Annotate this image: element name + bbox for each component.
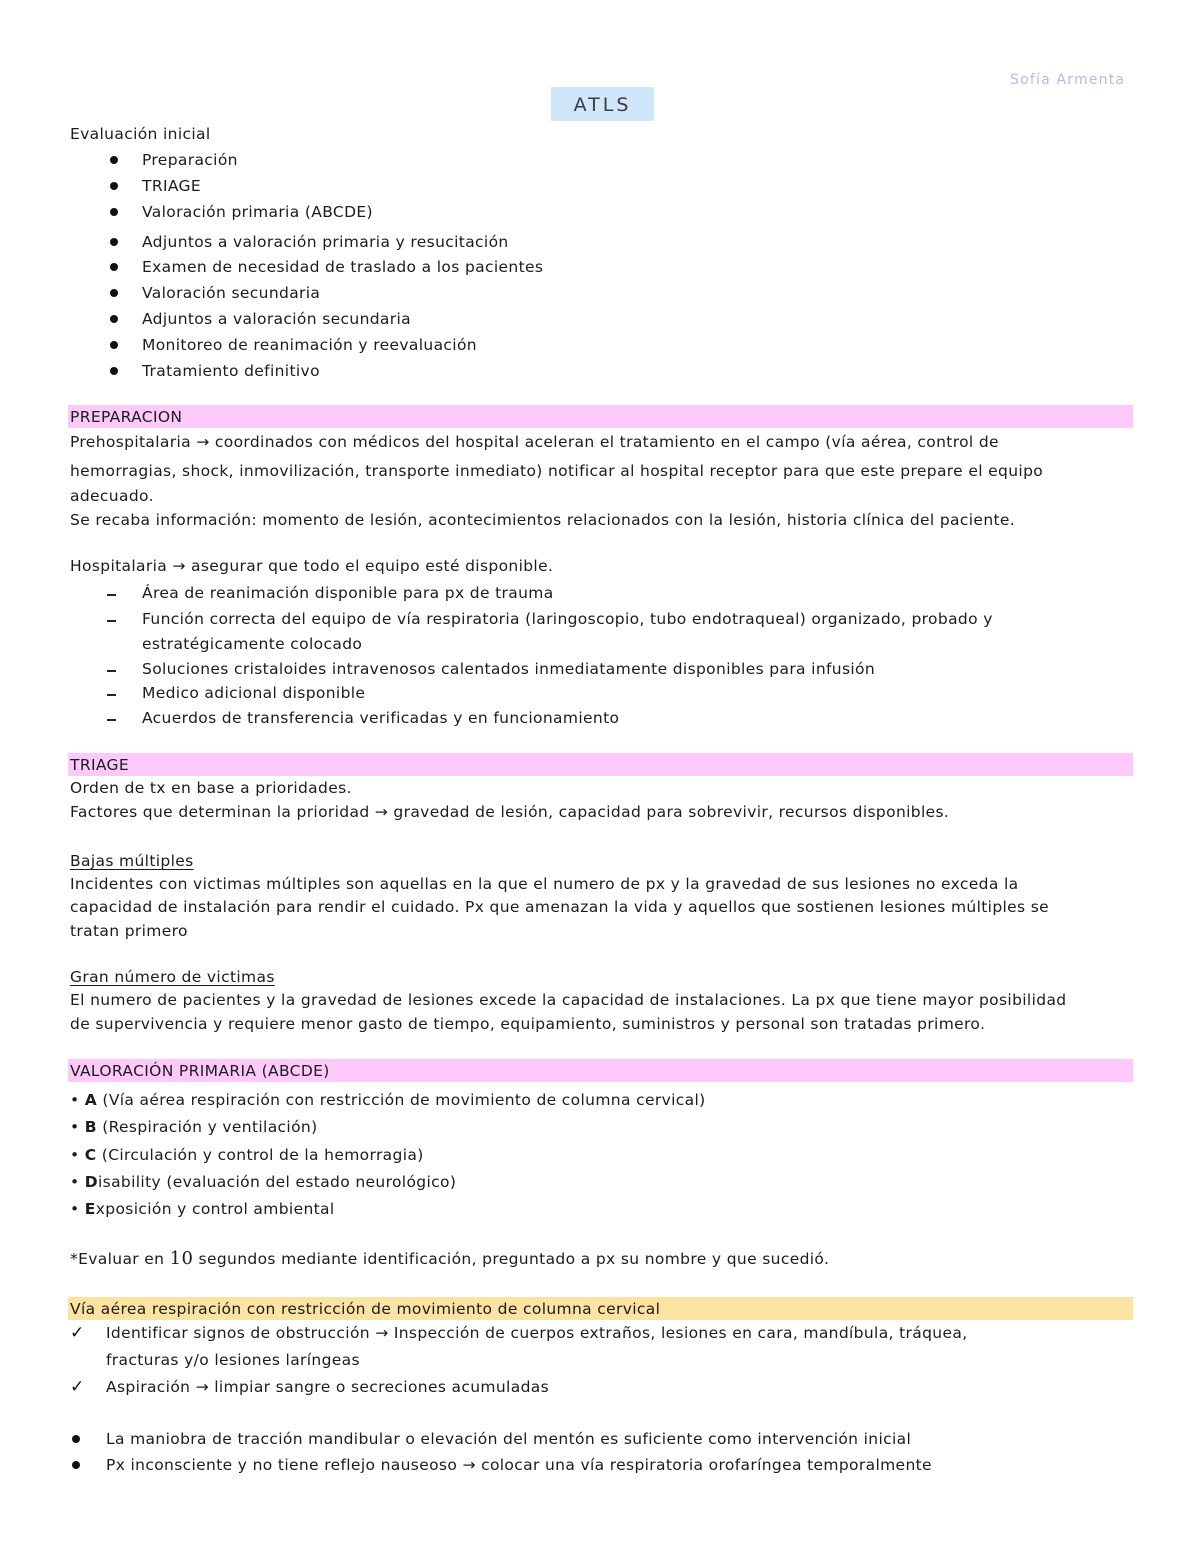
via-aerea-bullet: La maniobra de tracción mandibular o elevación del mentón es suficiente como intervención inicial — [106, 1430, 912, 1448]
abcde-key: E — [84, 1200, 96, 1218]
dash-icon — [107, 694, 116, 696]
hospital-item: Función correcta del equipo de vía respiratoria (laringoscopio, tubo endotraqueal) organizado, probado y — [142, 610, 993, 628]
check-item: Identificar signos de obstrucción → Inspección de cuerpos extraños, lesiones en cara, mandíbula, tráquea, — [106, 1324, 968, 1342]
subheading-bajas-multiples: Bajas múltiples — [70, 852, 194, 870]
intro-item: Valoración secundaria — [142, 284, 321, 302]
evaluation-note: *Evaluar en 10 segundos mediante identificación, preguntado a px su nombre y que sucedió. — [70, 1248, 830, 1269]
bullet-icon — [110, 208, 118, 216]
hospital-item: Medico adicional disponible — [142, 684, 366, 702]
bullet-icon — [110, 315, 118, 323]
intro-item: Adjuntos a valoración primaria y resucitación — [142, 233, 509, 251]
abcde-key: D — [84, 1173, 98, 1191]
abcde-item-b: • B (Respiración y ventilación) — [70, 1118, 318, 1136]
paragraph-line: capacidad de instalación para rendir el cuidado. Px que amenazan la vida y aquellos que sostienen lesiones múltiples se — [70, 898, 1050, 916]
intro-item: Monitoreo de reanimación y reevaluación — [142, 336, 477, 354]
bullet-icon — [110, 156, 118, 164]
bullet-icon — [110, 263, 118, 271]
intro-item: Adjuntos a valoración secundaria — [142, 310, 412, 328]
check-item-continuation: fracturas y/o lesiones laríngeas — [106, 1351, 360, 1369]
paragraph-line: Orden de tx en base a prioridades. — [70, 779, 352, 797]
via-aerea-bullet: Px inconsciente y no tiene reflejo nauseoso → colocar una vía respiratoria orofaríngea temporalmente — [106, 1456, 932, 1474]
dash-icon — [107, 670, 116, 672]
section-heading-preparacion: PREPARACION — [70, 408, 183, 426]
bullet-icon — [72, 1461, 80, 1469]
bullet-icon — [110, 341, 118, 349]
abcde-item-a: • A (Vía aérea respiración con restricción de movimiento de columna cervical) — [70, 1091, 706, 1109]
abcde-item-e: • Exposición y control ambiental — [70, 1200, 335, 1218]
subheading-gran-numero: Gran número de victimas — [70, 968, 275, 986]
hospital-line: Hospitalaria → asegurar que todo el equipo esté disponible. — [70, 557, 554, 575]
intro-item: TRIAGE — [142, 177, 202, 195]
paragraph-line: Prehospitalaria → coordinados con médicos del hospital aceleran el tratamiento en el campo (vía aérea, control de — [70, 433, 999, 451]
intro-item: Valoración primaria (ABCDE) — [142, 203, 373, 221]
dash-icon — [107, 719, 116, 721]
intro-item: Preparación — [142, 151, 238, 169]
bullet-icon — [110, 367, 118, 375]
paragraph-line: hemorragias, shock, inmovilización, transporte inmediato) notificar al hospital receptor para que este prepare el equipo — [70, 462, 1044, 480]
abcde-item-d: • Disability (evaluación del estado neurológico) — [70, 1173, 457, 1191]
checkmark-icon: ✓ — [70, 1377, 85, 1397]
paragraph-line: Factores que determinan la prioridad → gravedad de lesión, capacidad para sobrevivir, recursos disponibles. — [70, 803, 950, 821]
dash-icon — [107, 594, 116, 596]
paragraph-line: de supervivencia y requiere menor gasto de tiempo, equipamiento, suministros y personal son tratadas primero. — [70, 1015, 986, 1033]
page-title: ATLS — [573, 94, 632, 116]
intro-heading: Evaluación inicial — [70, 125, 211, 143]
dash-icon — [107, 620, 116, 622]
hospital-item-continuation: estratégicamente colocado — [142, 635, 363, 653]
bullet-icon — [110, 238, 118, 246]
author-name: Sofía Armenta — [1010, 72, 1126, 88]
abcde-item-c: • C (Circulación y control de la hemorragia) — [70, 1146, 424, 1164]
paragraph-line: tratan primero — [70, 922, 188, 940]
section-heading-triage: TRIAGE — [70, 756, 130, 774]
abcde-key: C — [84, 1146, 97, 1164]
hospital-item: Área de reanimación disponible para px de trauma — [142, 584, 554, 602]
paragraph-line: adecuado. — [70, 487, 154, 505]
intro-item: Examen de necesidad de traslado a los pacientes — [142, 258, 544, 276]
hospital-item: Acuerdos de transferencia verificadas y en funcionamiento — [142, 709, 620, 727]
section-highlight — [68, 405, 1133, 428]
bullet-icon — [110, 182, 118, 190]
section-highlight — [68, 753, 1133, 776]
abcde-key: B — [84, 1118, 97, 1136]
paragraph-line: Incidentes con victimas múltiples son aquellas en la que el numero de px y la gravedad de sus lesiones no exceda la — [70, 875, 1019, 893]
hospital-item: Soluciones cristaloides intravenosos calentados inmediatamente disponibles para infusión — [142, 660, 876, 678]
section-heading-via-aerea: Vía aérea respiración con restricción de movimiento de columna cervical — [70, 1300, 661, 1318]
checkmark-icon: ✓ — [70, 1323, 85, 1343]
bullet-icon — [110, 289, 118, 297]
paragraph-line: Se recaba información: momento de lesión, acontecimientos relacionados con la lesión, historia clínica del paciente. — [70, 511, 1016, 529]
check-item: Aspiración → limpiar sangre o secreciones acumuladas — [106, 1378, 550, 1396]
abcde-key: A — [84, 1091, 98, 1109]
intro-item: Tratamiento definitivo — [142, 362, 320, 380]
paragraph-line: El numero de pacientes y la gravedad de lesiones excede la capacidad de instalaciones. La px que tiene mayor posibilidad — [70, 991, 1067, 1009]
bullet-icon — [72, 1435, 80, 1443]
section-heading-valoracion-primaria: VALORACIÓN PRIMARIA (ABCDE) — [70, 1062, 330, 1080]
